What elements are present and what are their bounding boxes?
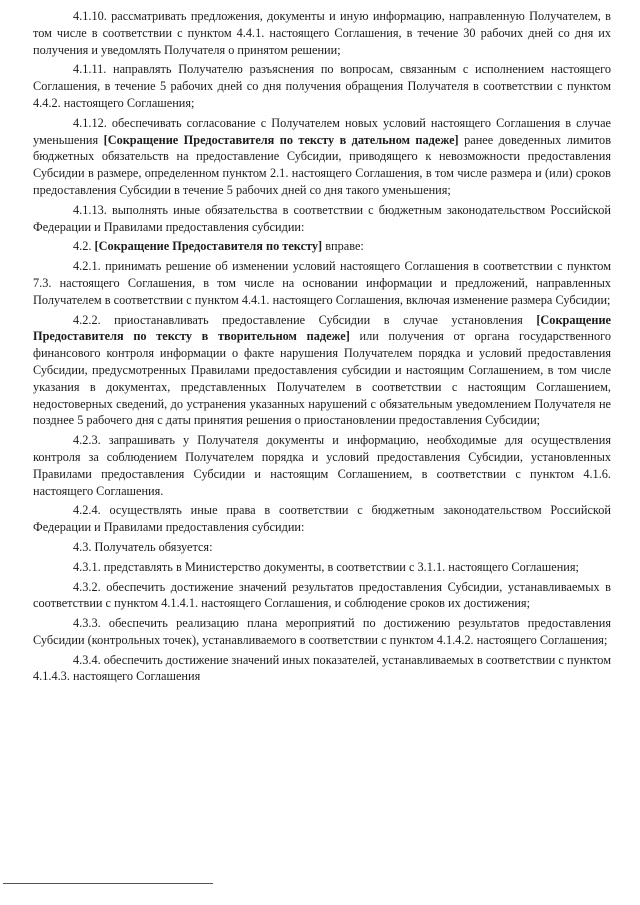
- clause-text: 4.1.13. выполнять иные обязательства в соответствии с бюджетным законодательством Российской Федерации и Правилами предоставления субсидии:: [33, 202, 611, 234]
- clause-paragraph: [33, 432, 611, 499]
- clause-paragraph: [33, 8, 611, 58]
- clause-paragraph: [33, 579, 611, 613]
- clause-paragraph: [33, 615, 611, 649]
- clause-text: 4.3.2. обеспечить достижение значений результатов предоставления Субсидии, устанавливаемых в соответствии с пунктом 4.1.4.1. настоящего Соглашения, и соблюдение сроков их достижения;: [33, 579, 611, 611]
- placeholder-text: [Сокращение Предоставителя по тексту]: [94, 239, 323, 254]
- clause-text: 4.3.4. обеспечить достижение значений иных показателей, устанавливаемых в соответствии с пунктом 4.1.4.3. настоящего Соглашения: [33, 652, 611, 684]
- clause-paragraph: [33, 502, 611, 536]
- clause-paragraph: [33, 202, 611, 236]
- clause-text: 4.1.10. рассматривать предложения, документы и иную информацию, направленную Получателем, в том числе в соответствии с пунктом 4.4.1. настоящего Соглашения, в течение 30 рабочих дней со дня их получения и уведомлять Получателя о принятом решении;: [33, 9, 611, 57]
- clause-text: вправе:: [322, 239, 364, 254]
- clause-paragraph: [33, 559, 611, 576]
- clause-text: или получения от органа государственного финансового контроля информации о факте нарушения Получателем порядка и условий предоставления Субсидии, предусмотренных Правилами предоставления субсидии и настоящим Соглашением, в том числе указания в документах, представленных Получателем в соответствии с настоящим Соглашением, недостоверных сведений, до устранения указанных нарушений с обязательным уведомлением Получателя не позднее 5 рабочего дня с даты принятия решения о приостановлении предоставления Субсидии;: [33, 329, 611, 428]
- clause-paragraph: [33, 238, 611, 255]
- clause-text: ранее доведенных лимитов бюджетных обязательств на предоставление Субсидии, приводящего к невозможности предоставления Субсидии в размере, определенном пунктом 2.1. настоящего Соглашения, в том числе размера и (или) сроков предоставления Субсидии в течение 5 рабочих дней со дня такого уменьшения;: [33, 132, 612, 197]
- clause-paragraph: [33, 652, 611, 686]
- clause-text: 4.2.1. принимать решение об изменении условий настоящего Соглашения в соответствии с пунктом 7.3. настоящего Соглашения, в том числе на основании информации и предложений, направленных Получателем в соответствии с пунктом 4.4.1. настоящего Соглашения, включая изменение размера Субсидии;: [33, 259, 611, 307]
- placeholder-text: [Сокращение Предоставителя по тексту в творительном падеже]: [33, 312, 611, 344]
- clause-paragraph: [33, 258, 611, 308]
- clause-paragraph: [33, 539, 611, 556]
- clause-text: 4.1.12. обеспечивать согласование с Получателем новых условий настоящего Соглашения в случае уменьшения: [33, 115, 611, 147]
- placeholder-text: [Сокращение Предоставителя по тексту в дательном падеже]: [103, 132, 459, 147]
- clause-paragraph: [33, 312, 611, 430]
- footnote-separator: [3, 883, 213, 884]
- document-body: [33, 8, 611, 688]
- clause-text: 4.3.3. обеспечить реализацию плана мероприятий по достижению результатов предоставления Субсидии (контрольных точек), устанавливаемого в соответствии с пунктом 4.1.4.2. настоящего Соглашения;: [33, 616, 611, 647]
- clause-text: 4.3. Получатель обязуется:: [73, 539, 213, 554]
- clause-text: 4.2.3. запрашивать у Получателя документы и информацию, необходимые для осуществления контроля за соблюдением Получателем порядка и условий предоставления Субсидии, установленных Правилами предоставления Субсидии и настоящим Соглашением, в соответствии с пунктом 4.1.6. настоящего Соглашения.: [33, 433, 611, 498]
- clause-text: 4.3.1. представлять в Министерство документы, в соответствии с 3.1.1. настоящего Соглашения;: [73, 559, 579, 574]
- clause-paragraph: [33, 115, 611, 199]
- clause-paragraph: [33, 61, 611, 111]
- clause-text: 4.1.11. направлять Получателю разъяснения по вопросам, связанным с исполнением настоящего Соглашения, в течение 5 рабочих дней со дня получения обращения Получателя в соответствии с пунктом 4.4.2. настоящего Соглашения;: [33, 62, 611, 110]
- clause-text: 4.2.4. осуществлять иные права в соответствии с бюджетным законодательством Российской Федерации и Правилами предоставления субсидии:: [33, 503, 611, 535]
- clause-text: 4.2.: [73, 239, 95, 254]
- clause-text: 4.2.2. приостанавливать предоставление Субсидии в случае установления: [73, 312, 537, 327]
